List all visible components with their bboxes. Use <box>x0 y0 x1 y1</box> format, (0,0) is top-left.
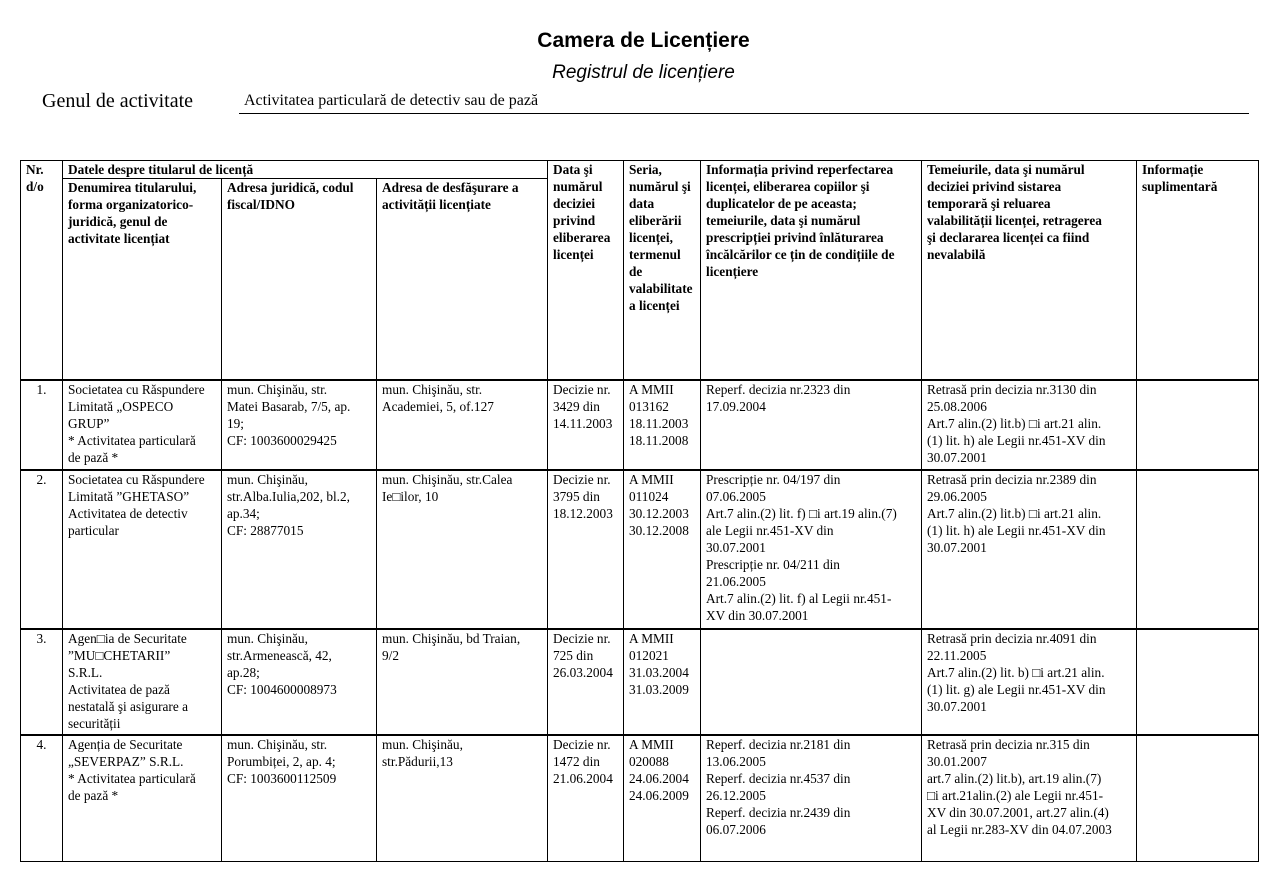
cell-data-decizie: Decizie nr. 725 din 26.03.2004 <box>548 629 624 735</box>
cell-informatie-suplimentara <box>1137 735 1259 861</box>
table-row <box>21 735 1259 861</box>
cell-informatia: Reperf. decizia nr.2323 din 17.09.2004 <box>701 380 922 470</box>
table-row <box>21 470 1259 629</box>
cell-data-decizie: Decizie nr. 3429 din 14.11.2003 <box>548 380 624 470</box>
cell-adresa-juridica: mun. Chişinău, str.Alba.Iulia,202, bl.2, ap.34; CF: 28877015 <box>222 470 377 629</box>
cell-data-decizie: Decizie nr. 3795 din 18.12.2003 <box>548 470 624 629</box>
cell-temeiurile: Retrasă prin decizia nr.2389 din 29.06.2005 Art.7 alin.(2) lit.b) □i art.21 alin. (1) lit. h) ale Legii nr.451-XV din 30.07.2001 <box>922 470 1137 629</box>
header-seria: Seria, numărul şi data eliberării licenței, termenul de valabilitate a licenței <box>624 161 701 381</box>
cell-adresa-desfasurare: mun. Chişinău, str.Calea Ie□ilor, 10 <box>377 470 548 629</box>
cell-informatia <box>701 629 922 735</box>
cell-nr: 2. <box>21 470 63 629</box>
header-temeiurile: Temeiurile, data şi numărul deciziei privind sistarea temporară şi reluarea valabilității licenței, retragerea şi declararea licenței ca fiind nevalabilă <box>922 161 1137 381</box>
cell-seria: A MMII 013162 18.11.2003 18.11.2008 <box>624 380 701 470</box>
cell-temeiurile: Retrasă prin decizia nr.3130 din 25.08.2006 Art.7 alin.(2) lit.b) □i art.21 alin. (1) lit. h) ale Legii nr.451-XV din 30.07.2001 <box>922 380 1137 470</box>
cell-informatie-suplimentara <box>1137 629 1259 735</box>
cell-temeiurile: Retrasă prin decizia nr.315 din 30.01.2007 art.7 alin.(2) lit.b), art.19 alin.(7) □i art.21alin.(2) ale Legii nr.451- XV din 30.07.2001, art.27 alin.(4) al Legii nr.283-XV din 04.07.2003 <box>922 735 1137 861</box>
header-informatia: Informația privind reperfectarea licenței, eliberarea copiilor şi duplicatelor de pe aceasta; temeiurile, data şi numărul prescripției privind înlăturarea încălcărilor ce țin de condițiile de licențiere <box>701 161 922 381</box>
cell-nr: 4. <box>21 735 63 861</box>
cell-denumirea: Societatea cu Răspundere Limitată ”GHETASO” Activitatea de detectiv particular <box>63 470 222 629</box>
cell-informatia: Reperf. decizia nr.2181 din 13.06.2005 Reperf. decizia nr.4537 din 26.12.2005 Reperf. decizia nr.2439 din 06.07.2006 <box>701 735 922 861</box>
cell-adresa-desfasurare: mun. Chişinău, str. Academiei, 5, of.127 <box>377 380 548 470</box>
cell-adresa-desfasurare: mun. Chişinău, bd Traian, 9/2 <box>377 629 548 735</box>
header-nr: Nr. d/o <box>21 161 63 381</box>
cell-denumirea: Agen□ia de Securitate ”MU□CHETARII” S.R.L. Activitatea de pază nestatală şi asigurare a securității <box>63 629 222 735</box>
cell-data-decizie: Decizie nr. 1472 din 21.06.2004 <box>548 735 624 861</box>
cell-nr: 1. <box>21 380 63 470</box>
registry-subtitle: Registrul de licențiere <box>552 62 735 83</box>
activity-type-value: Activitatea particulară de detectiv sau de pază <box>239 90 1249 114</box>
activity-type-label: Genul de activitate <box>42 90 194 112</box>
registry-title: Camera de Licențiere <box>537 29 750 52</box>
cell-informatie-suplimentara <box>1137 470 1259 629</box>
header-data-decizie: Data şi numărul deciziei privind eliberarea licenței <box>548 161 624 381</box>
cell-nr: 3. <box>21 629 63 735</box>
cell-informatie-suplimentara <box>1137 380 1259 470</box>
cell-adresa-desfasurare: mun. Chişinău, str.Pădurii,13 <box>377 735 548 861</box>
header-adresa-desfasurare: Adresa de desfăşurare a activității licențiate <box>377 179 548 381</box>
header-adresa-juridica: Adresa juridică, codul fiscal/IDNO <box>222 179 377 381</box>
cell-adresa-juridica: mun. Chişinău, str. Porumbiței, 2, ap. 4; CF: 1003600112509 <box>222 735 377 861</box>
table-row <box>21 629 1259 735</box>
header-titular-group: Datele despre titularul de licență <box>63 161 548 179</box>
cell-temeiurile: Retrasă prin decizia nr.4091 din 22.11.2005 Art.7 alin.(2) lit. b) □i art.21 alin. (1) lit. g) ale Legii nr.451-XV din 30.07.2001 <box>922 629 1137 735</box>
cell-denumirea: Agenția de Securitate „SEVERPAZ” S.R.L. * Activitatea particulară de pază * <box>63 735 222 861</box>
cell-informatia: Prescripție nr. 04/197 din 07.06.2005 Art.7 alin.(2) lit. f) □i art.19 alin.(7) ale Legii nr.451-XV din 30.07.2001 Prescripție nr. 04/211 din 21.06.2005 Art.7 alin.(2) lit. f) al Legii nr.451- XV din 30.07.2001 <box>701 470 922 629</box>
cell-adresa-juridica: mun. Chişinău, str.Armenească, 42, ap.28; CF: 1004600008973 <box>222 629 377 735</box>
cell-seria: A MMII 012021 31.03.2004 31.03.2009 <box>624 629 701 735</box>
cell-adresa-juridica: mun. Chişinău, str. Matei Basarab, 7/5, ap. 19; CF: 1003600029425 <box>222 380 377 470</box>
cell-denumirea: Societatea cu Răspundere Limitată „OSPECO GRUP” * Activitatea particulară de pază * <box>63 380 222 470</box>
license-registry-table <box>20 160 1259 862</box>
cell-seria: A MMII 020088 24.06.2004 24.06.2009 <box>624 735 701 861</box>
header-denumirea: Denumirea titularului, forma organizatorico- juridică, genul de activitate licențiat <box>63 179 222 381</box>
table-row <box>21 380 1259 470</box>
header-informatie-suplimentara: Informație suplimentară <box>1137 161 1259 381</box>
cell-seria: A MMII 011024 30.12.2003 30.12.2008 <box>624 470 701 629</box>
